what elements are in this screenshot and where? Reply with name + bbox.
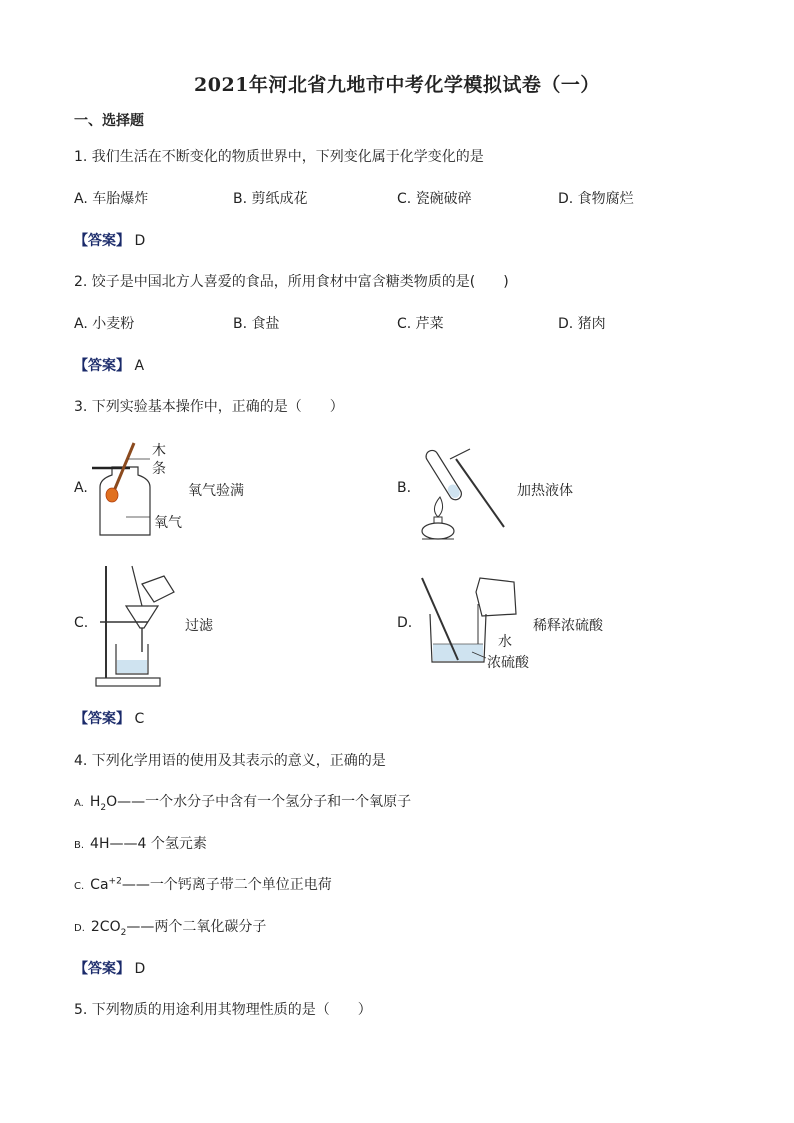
label-wood-bottom: 条 bbox=[152, 461, 166, 477]
q3-option-d-letter: D. bbox=[397, 615, 413, 631]
q1-option-b: B. 剪纸成花 bbox=[233, 191, 308, 207]
q3-option-a-letter: A. bbox=[74, 480, 88, 496]
q3-caption-b: 加热液体 bbox=[517, 483, 573, 499]
q4-option-a: A. $H_2O——$一个水分子中含有一个氢分子和一个氧原子 bbox=[74, 794, 412, 813]
q3-caption-c: 过滤 bbox=[185, 618, 213, 634]
q2-option-a: A. 小麦粉 bbox=[74, 316, 135, 332]
answer-tag: 答案 bbox=[88, 233, 116, 249]
q2-answer: 【答案】 A bbox=[74, 358, 145, 374]
q3-caption-a: 氧气验满 bbox=[188, 483, 244, 499]
q2-option-d: D. 猪肉 bbox=[558, 316, 606, 332]
question-4-stem: 4. 下列化学用语的使用及其表示的意义，正确的是 bbox=[74, 753, 386, 769]
question-2-stem: 2. 饺子是中国北方人喜爱的食品，所用食材中富含糖类物质的是( ) bbox=[74, 274, 509, 290]
answer-tag: 答案 bbox=[88, 711, 116, 727]
answer-tag: 答案 bbox=[88, 961, 116, 977]
q1-option-c: C. 瓷碗破碎 bbox=[397, 191, 472, 207]
question-3-stem: 3. 下列实验基本操作中，正确的是（ ） bbox=[74, 399, 344, 415]
q3-option-c-letter: C. bbox=[74, 615, 89, 631]
answer-value: C bbox=[134, 711, 145, 727]
answer-value: D bbox=[134, 233, 146, 249]
q3-caption-d: 稀释浓硫酸 bbox=[533, 618, 603, 634]
q4-option-d: D. $2CO_2——$两个二氧化碳分子 bbox=[74, 919, 267, 938]
q1-option-a: A. 车胎爆炸 bbox=[74, 191, 149, 207]
oxygen-check-apparatus bbox=[90, 437, 200, 541]
answer-value: D bbox=[134, 961, 146, 977]
question-1-stem: 1. 我们生活在不断变化的物质世界中，下列变化属于化学变化的是 bbox=[74, 149, 484, 165]
heating-liquid-apparatus bbox=[412, 437, 512, 541]
q1-option-d: D. 食物腐烂 bbox=[558, 191, 634, 207]
q4-answer: 【答案】 D bbox=[74, 961, 146, 977]
label-oxygen: 氧气 bbox=[154, 515, 182, 531]
question-5-stem: 5. 下列物质的用途利用其物理性质的是（ ） bbox=[74, 1002, 372, 1018]
q4-option-c: C. $Ca^{+2}——$一个钙离子带二个单位正电荷 bbox=[74, 876, 332, 893]
q2-option-b: B. 食盐 bbox=[233, 316, 280, 332]
answer-value: A bbox=[134, 358, 145, 374]
page-title: 2021年河北省九地市中考化学模拟试卷（一） bbox=[194, 74, 600, 96]
label-conc-acid: 浓硫酸 bbox=[487, 655, 529, 671]
q1-answer: 【答案】 D bbox=[74, 233, 146, 249]
q4-option-b: B. 4H——4 个氢元素 bbox=[74, 836, 207, 852]
answer-tag: 答案 bbox=[88, 358, 116, 374]
filtration-apparatus bbox=[92, 562, 182, 690]
label-wood-top: 木 bbox=[152, 443, 166, 459]
q2-option-c: C. 芹菜 bbox=[397, 316, 444, 332]
q3-option-b-letter: B. bbox=[397, 480, 412, 496]
label-water: 水 bbox=[498, 634, 512, 650]
q3-answer: 【答案】 C bbox=[74, 711, 145, 727]
section-heading: 一、选择题 bbox=[74, 113, 144, 129]
